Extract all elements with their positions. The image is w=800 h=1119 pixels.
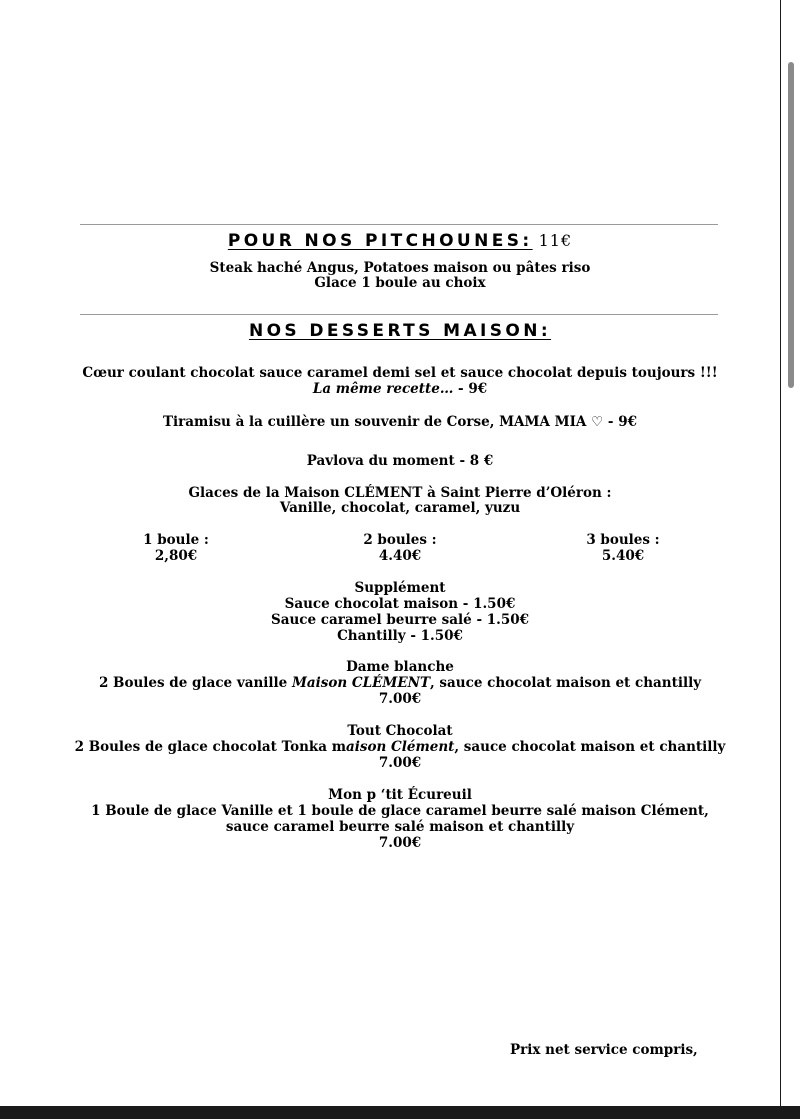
dame-blanche-price: 7.00€ [378,691,422,707]
ecureuil-line-2: sauce caramel beurre salé maison et chantilly [225,819,575,835]
coeur-line-2 [0,381,800,397]
kids-menu-title [0,230,800,252]
glaces-line-2: Vanille, chocolat, caramel, yuzu [279,500,521,516]
tout-chocolat-price: 7.00€ [378,755,422,771]
supplement-title: Supplément [354,580,446,596]
tiramisu-line: Tiramisu à la cuillère un souvenir de Corse, MAMA MIA ♡ - 9€ [163,414,637,430]
glace-option-price: 2,80€ [154,548,198,564]
glace-option-2 [300,532,500,564]
glace-option-3 [523,532,723,564]
coeur-italic: La même recette… [312,381,454,397]
coeur-price: - 9€ [453,381,488,397]
bottom-edge [0,1106,800,1119]
tout-chocolat-title: Tout Chocolat [347,723,453,739]
tout-chocolat-desc-italic: aison Clément [345,739,455,755]
dame-blanche-desc-part: , sauce chocolat maison et chantilly [430,675,702,691]
supplement-item: Sauce caramel beurre salé - 1.50€ [270,612,530,628]
glace-option-price: 4.40€ [378,548,422,564]
glace-option-label: 2 boules : [363,532,437,548]
dame-blanche-desc-part: 2 Boules de glace vanille [98,675,292,691]
dame-blanche-desc-italic: Maison CLÉMENT [291,675,431,691]
ecureuil-title: Mon p ‘tit Écureuil [328,787,472,803]
ecureuil-price: 7.00€ [378,835,422,851]
tout-chocolat-desc [0,739,800,755]
dame-blanche-title: Dame blanche [346,659,454,675]
desserts-title-text: NOS DESSERTS MAISON: [248,321,552,341]
dame-blanche-desc [0,675,800,691]
glace-option-1 [76,532,276,564]
supplement-item: Chantilly - 1.50€ [337,628,463,644]
tout-chocolat-desc-part: , sauce chocolat maison et chantilly [454,739,726,755]
pavlova-line: Pavlova du moment - 8 € [306,453,494,469]
coeur-line-1: Cœur coulant chocolat sauce caramel demi sel et sauce chocolat depuis toujours !!! [82,365,718,381]
divider-middle [80,314,718,315]
glace-option-label: 3 boules : [586,532,660,548]
supplement-item: Sauce chocolat maison - 1.50€ [284,596,516,612]
tout-chocolat-desc-part: 2 Boules de glace chocolat Tonka m [74,739,346,755]
footer-note: Prix net service compris, [510,1042,698,1058]
glace-option-price: 5.40€ [601,548,645,564]
glaces-line-1: Glaces de la Maison CLÉMENT à Saint Pierre d’Oléron : [188,485,612,501]
glace-option-label: 1 boule : [143,532,209,548]
scrollbar-thumb[interactable] [788,62,794,388]
kids-title-text: POUR NOS PITCHOUNES: [227,231,533,251]
kids-line-1: Steak haché Angus, Potatoes maison ou pâtes riso [209,260,591,276]
ecureuil-line-1: 1 Boule de glace Vanille et 1 boule de glace caramel beurre salé maison Clément, [91,803,709,819]
desserts-title [0,320,800,342]
kids-price: 11€ [538,231,573,250]
kids-line-2: Glace 1 boule au choix [314,275,486,291]
divider-top [80,224,718,225]
